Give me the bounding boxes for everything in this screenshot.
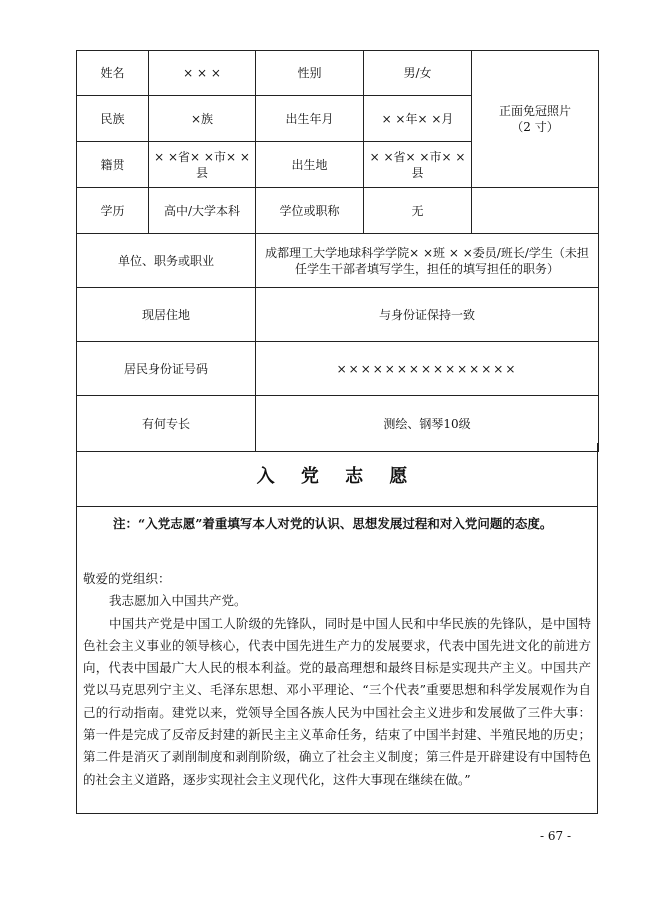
section-title-box [76, 443, 598, 507]
birthplace-label: 出生地 [256, 142, 364, 188]
gender-label: 性别 [256, 51, 364, 96]
essay-salutation: 敬爱的党组织： [83, 571, 171, 586]
name-value: × × × [149, 51, 256, 96]
id-label: 居民身份证号码 [77, 342, 256, 396]
skills-label: 有何专长 [77, 396, 256, 452]
degree-label: 学位或职称 [256, 188, 364, 234]
native-value: × ×省× ×市× ×县 [149, 142, 256, 188]
residence-label: 现居住地 [77, 288, 256, 342]
photo-size: （2 寸） [511, 120, 559, 134]
name-label: 姓名 [77, 51, 149, 96]
instruction-note: 注：“入党志愿”着重填写本人对党的认识、思想发展过程和对入党问题的态度。 [113, 516, 553, 531]
essay-body [83, 568, 591, 791]
gender-value: 男/女 [364, 51, 472, 96]
birthplace-value: × ×省× ×市× ×县 [364, 142, 472, 188]
skills-value: 测绘、钢琴10级 [256, 396, 599, 452]
page-number: - 67 - [540, 829, 572, 843]
birth-label: 出生年月 [256, 96, 364, 142]
essay-paragraph-2: 中国共产党是中国工人阶级的先锋队，同时是中国人民和中华民族的先锋队，是中国特色社会主义事业的领导核心，代表中国先进生产力的发展要求，代表中国先进文化的前进方向，代表中国最广大人民的根本利益。党的最高理想和最终目标是实现共产主义。中国共产党以马克思列宁主义、毛泽东思想、邓小平理论、“三个代表”重要思想和科学发展观作为自己的行动指南。建党以来，党领导全国各族人民为中国社会主义进步和发展做了三件大事：第一件是完成了反帝反封建的新民主主义革命任务，结束了中国半封建、半殖民地的历史；第二件是消灭了剥削制度和剥削阶级，确立了社会主义制度；第三件是开辟建设有中国特色的社会主义道路，逐步实现社会主义现代化，这件大事现在继续在做。” [83, 615, 591, 787]
photo-label: 正面免冠照片 [498, 104, 571, 118]
unit-value: 成都理工大学地球科学学院× ×班 × ×委员/班长/学生（未担任学生干部者填写学生，担任的填写担任的职务） [256, 234, 599, 288]
residence-value: 与身份证保持一致 [256, 288, 599, 342]
id-value: ××××××××××××××× [256, 342, 599, 396]
essay-paragraph-1: 我志愿加入中国共产党。 [109, 593, 247, 609]
empty-cell [472, 188, 599, 234]
native-label: 籍贯 [77, 142, 149, 188]
photo-cell [472, 51, 599, 188]
education-label: 学历 [77, 188, 149, 234]
section-title: 入 党 志 愿 [256, 465, 418, 487]
degree-value: 无 [364, 188, 472, 234]
education-value: 高中/大学本科 [149, 188, 256, 234]
unit-label: 单位、职务或职业 [77, 234, 256, 288]
personal-info-table [76, 50, 599, 452]
ethnicity-value: ×族 [149, 96, 256, 142]
birth-value: × ×年× ×月 [364, 96, 472, 142]
ethnicity-label: 民族 [77, 96, 149, 142]
